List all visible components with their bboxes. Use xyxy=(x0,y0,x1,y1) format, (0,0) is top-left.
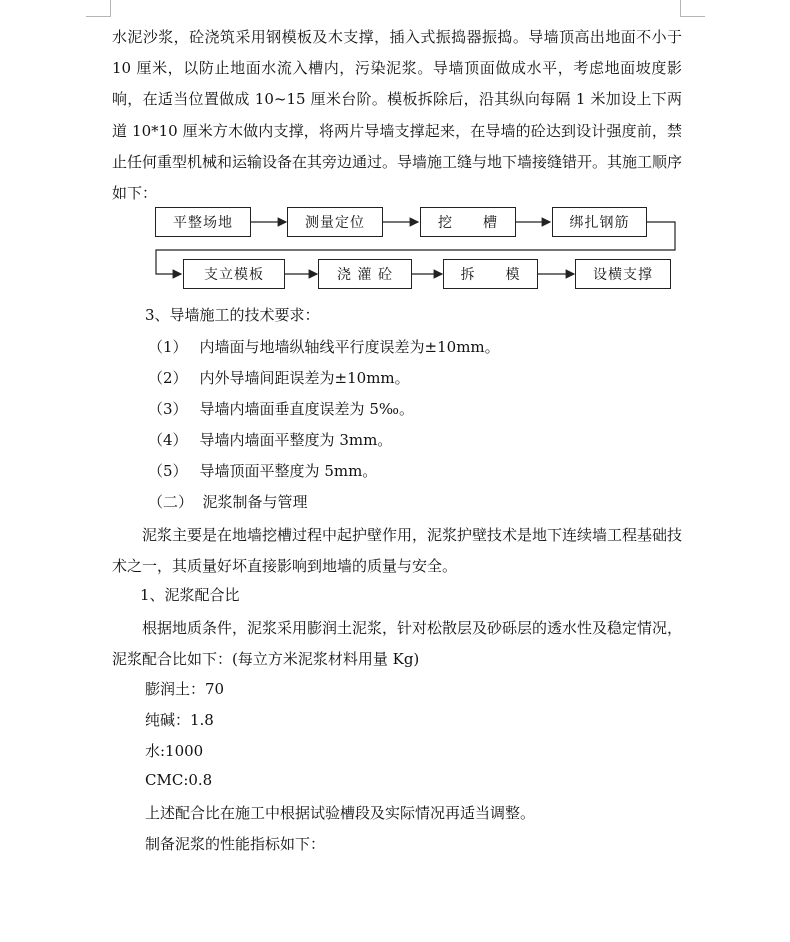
intro-paragraph: 水泥沙浆，砼浇筑采用钢模板及木支撑，插入式振捣器振捣。导墙顶高出地面不小于 10 厘米，以防止地面水流入槽内，污染泥浆。导墙顶面做成水平，考虑地面坡度影响，在适当位置做成 10~15 厘米台阶。模板拆除后，沿其纵向每隔 1 米加设上下两道 10*10 厘米方木做内支撑，将两片导墙支撑起来，在导墙的砼达到设计强度前，禁止任何重型机械和运输设备在其旁边通过。导墙施工缝与地下墙接缝错开。其施工顺序如下： xyxy=(112,28,683,203)
tech-item xyxy=(148,367,410,388)
tech-item-number: （4） xyxy=(148,431,188,449)
material-bentonite: 膨润土：70 xyxy=(145,680,225,698)
tech-item xyxy=(148,398,414,419)
tech-item-number: （3） xyxy=(148,400,188,418)
flow-step-2: 测量定位 xyxy=(287,207,383,237)
document-body xyxy=(112,22,682,209)
tech-item-text: 导墙内墙面垂直度误差为 5‰。 xyxy=(199,400,414,418)
tech-heading: 3、导墙施工的技术要求： xyxy=(145,306,320,324)
tech-item xyxy=(148,460,377,481)
flow-step-6: 浇 灌 砼 xyxy=(318,259,412,289)
tech-item-text: 内外导墙间距误差为±10mm。 xyxy=(199,369,410,387)
page-corner-mark-right xyxy=(680,0,705,17)
tech-item-number: （2） xyxy=(148,369,188,387)
adjust-note: 上述配合比在施工中根据试验槽段及实际情况再适当调整。 xyxy=(145,804,536,822)
slurry-paragraph: 泥浆主要是在地墙挖槽过程中起护壁作用，泥浆护壁技术是地下连续墙工程基础技术之一，其质量好坏直接影响到地墙的质量与安全。 xyxy=(112,526,683,576)
tech-item-text: 导墙顶面平整度为 5mm。 xyxy=(199,462,378,480)
material-cmc: CMC:0.8 xyxy=(145,771,213,789)
material-soda: 纯碱：1.8 xyxy=(145,711,214,729)
tech-item-number: （5） xyxy=(148,462,188,480)
flow-step-4: 绑扎钢筋 xyxy=(552,207,647,237)
section-heading: （二） 泥浆制备与管理 xyxy=(148,493,308,511)
ratio-heading: 1、泥浆配合比 xyxy=(140,586,240,604)
material-water: 水:1000 xyxy=(145,742,204,760)
performance-intro: 制备泥浆的性能指标如下： xyxy=(145,835,326,853)
flow-step-8: 设横支撑 xyxy=(575,259,671,289)
tech-item-text: 内墙面与地墙纵轴线平行度误差为±10mm。 xyxy=(199,338,500,356)
flow-step-3: 挖 槽 xyxy=(420,207,516,237)
ratio-paragraph: 根据地质条件，泥浆采用膨润土泥浆，针对松散层及砂砾层的透水性及稳定情况，泥浆配合比如下：(每立方米泥浆材料用量 Kg) xyxy=(112,619,683,669)
flow-step-5: 支立模板 xyxy=(183,259,285,289)
ratio-section xyxy=(112,613,682,675)
page-corner-mark-left xyxy=(86,0,111,17)
flow-step-7: 拆 模 xyxy=(443,259,538,289)
slurry-section xyxy=(112,520,682,582)
tech-item xyxy=(148,336,500,357)
tech-item-number: （1） xyxy=(148,338,188,356)
tech-item xyxy=(148,429,392,450)
flow-step-1: 平整场地 xyxy=(155,207,251,237)
tech-item-text: 导墙内墙面平整度为 3mm。 xyxy=(199,431,393,449)
